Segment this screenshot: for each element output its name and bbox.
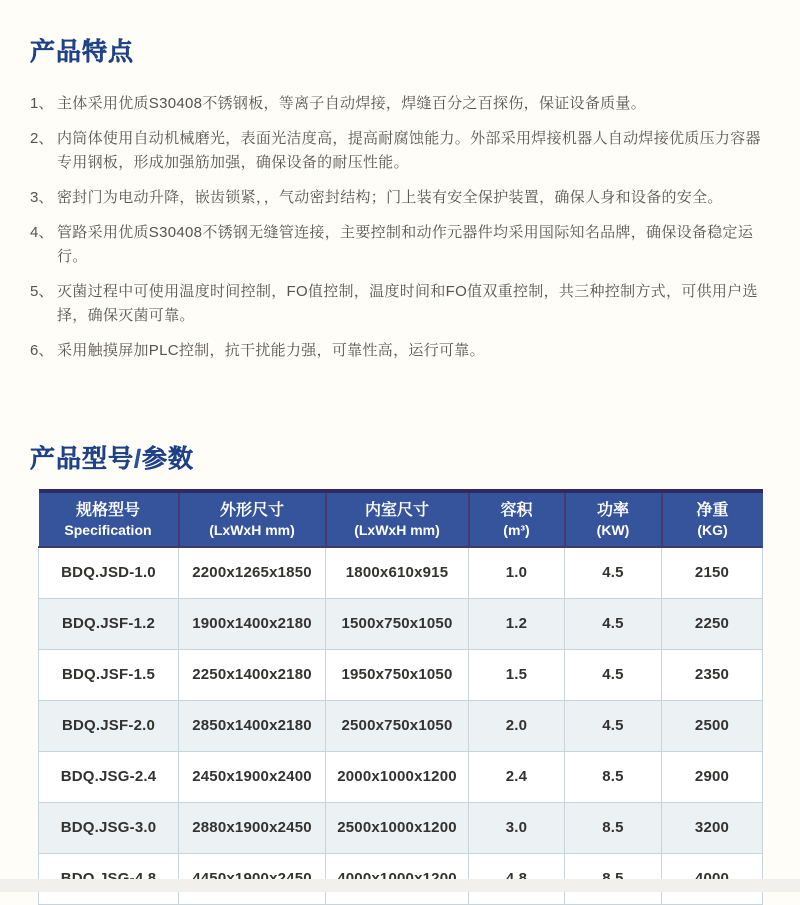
table-cell: 2.0 — [469, 700, 565, 751]
features-section-title: 产品特点 — [30, 38, 135, 66]
column-header — [326, 491, 469, 547]
table-row — [39, 598, 763, 649]
table-cell: 1950x750x1050 — [326, 649, 469, 700]
table-cell: 2500x1000x1200 — [326, 802, 469, 853]
spec-table — [38, 489, 763, 905]
table-cell: 2350 — [662, 649, 763, 700]
column-header-cn: 净重 — [696, 501, 729, 519]
table-row — [39, 751, 763, 802]
table-row — [39, 547, 763, 598]
table-cell: BDQ.JSD-1.0 — [39, 547, 179, 598]
table-row — [39, 802, 763, 853]
column-header — [662, 491, 763, 547]
column-header-unit: (m³) — [503, 522, 530, 539]
table-cell: BDQ.JSG-3.0 — [39, 802, 179, 853]
spec-table-container — [38, 489, 762, 905]
table-cell: 1900x1400x2180 — [179, 598, 326, 649]
column-header-cn: 功率 — [596, 501, 629, 519]
column-header-unit: Specification — [64, 522, 152, 539]
table-row — [39, 700, 763, 751]
table-cell: BDQ.JSG-2.4 — [39, 751, 179, 802]
feature-item — [30, 221, 770, 269]
table-cell: BDQ.JSF-2.0 — [39, 700, 179, 751]
feature-number: 6、 — [30, 342, 54, 359]
column-header-unit: (LxWxH mm) — [354, 522, 440, 539]
column-header-cn: 规格型号 — [75, 501, 140, 519]
table-cell: 2880x1900x2450 — [179, 802, 326, 853]
table-cell: 8.5 — [565, 751, 662, 802]
table-cell: 2900 — [662, 751, 763, 802]
table-cell: 4.5 — [565, 547, 662, 598]
table-cell: 2000x1000x1200 — [326, 751, 469, 802]
table-cell: 3200 — [662, 802, 763, 853]
feature-number: 2、 — [30, 130, 54, 147]
table-cell: 1.0 — [469, 547, 565, 598]
table-cell: 2250 — [662, 598, 763, 649]
column-header-unit: (LxWxH mm) — [209, 522, 295, 539]
table-cell: 4.5 — [565, 649, 662, 700]
feature-number: 3、 — [30, 189, 54, 206]
table-cell: 2500x750x1050 — [326, 700, 469, 751]
table-cell: 2.4 — [469, 751, 565, 802]
column-header-cn: 容积 — [500, 501, 533, 519]
feature-text: 主体采用优质S30408不锈钢板，等离子自动焊接，焊缝百分之百探伤，保证设备质量。 — [57, 95, 647, 112]
column-header — [39, 491, 179, 547]
column-header-unit: (KG) — [697, 522, 728, 539]
table-cell: 1500x750x1050 — [326, 598, 469, 649]
feature-text: 内筒体使用自动机械磨光，表面光洁度高，提高耐腐蚀能力。外部采用焊接机器人自动焊接优质压力容器专用钢板，形成加强筋加强，确保设备的耐压性能。 — [57, 130, 761, 171]
specs-section-title: 产品型号/参数 — [30, 445, 194, 473]
page-bottom-edge — [0, 879, 800, 892]
column-header-cn: 内室尺寸 — [364, 501, 429, 519]
table-cell: 2450x1900x2400 — [179, 751, 326, 802]
table-cell: 1.2 — [469, 598, 565, 649]
feature-item — [30, 127, 770, 175]
table-cell: 2150 — [662, 547, 763, 598]
table-cell: 2250x1400x2180 — [179, 649, 326, 700]
table-row — [39, 649, 763, 700]
table-cell: 4.5 — [565, 700, 662, 751]
column-header-unit: (KW) — [596, 522, 630, 539]
table-cell: 1800x610x915 — [326, 547, 469, 598]
feature-item — [30, 186, 770, 210]
feature-number: 4、 — [30, 224, 54, 241]
spec-table-body — [39, 547, 763, 904]
table-cell: BDQ.JSF-1.2 — [39, 598, 179, 649]
feature-item — [30, 280, 770, 328]
column-header-cn: 外形尺寸 — [219, 501, 284, 519]
column-header — [565, 491, 662, 547]
feature-number: 1、 — [30, 95, 54, 112]
feature-text: 采用触摸屏加PLC控制，抗干扰能力强，可靠性高，运行可靠。 — [57, 342, 485, 359]
feature-number: 5、 — [30, 283, 54, 300]
table-cell: 3.0 — [469, 802, 565, 853]
feature-text: 管路采用优质S30408不锈钢无缝管连接，主要控制和动作元器件均采用国际知名品牌，确保设备稳定运行。 — [57, 224, 754, 265]
feature-item — [30, 339, 770, 363]
feature-item — [30, 92, 770, 116]
feature-list — [30, 92, 770, 363]
table-cell: 2850x1400x2180 — [179, 700, 326, 751]
column-header — [469, 491, 565, 547]
table-cell: 2200x1265x1850 — [179, 547, 326, 598]
table-cell: 2500 — [662, 700, 763, 751]
feature-text: 密封门为电动升降，嵌齿锁紧，，气动密封结构；门上装有安全保护装置，确保人身和设备的安全。 — [57, 189, 723, 206]
column-header — [179, 491, 326, 547]
table-cell: 4.5 — [565, 598, 662, 649]
table-cell: BDQ.JSF-1.5 — [39, 649, 179, 700]
spec-table-header-row — [39, 491, 763, 547]
feature-text: 灭菌过程中可使用温度时间控制，FO值控制，温度时间和FO值双重控制，共三种控制方式，可供用户选择，确保灭菌可靠。 — [57, 283, 758, 324]
table-cell: 1.5 — [469, 649, 565, 700]
table-cell: 8.5 — [565, 802, 662, 853]
